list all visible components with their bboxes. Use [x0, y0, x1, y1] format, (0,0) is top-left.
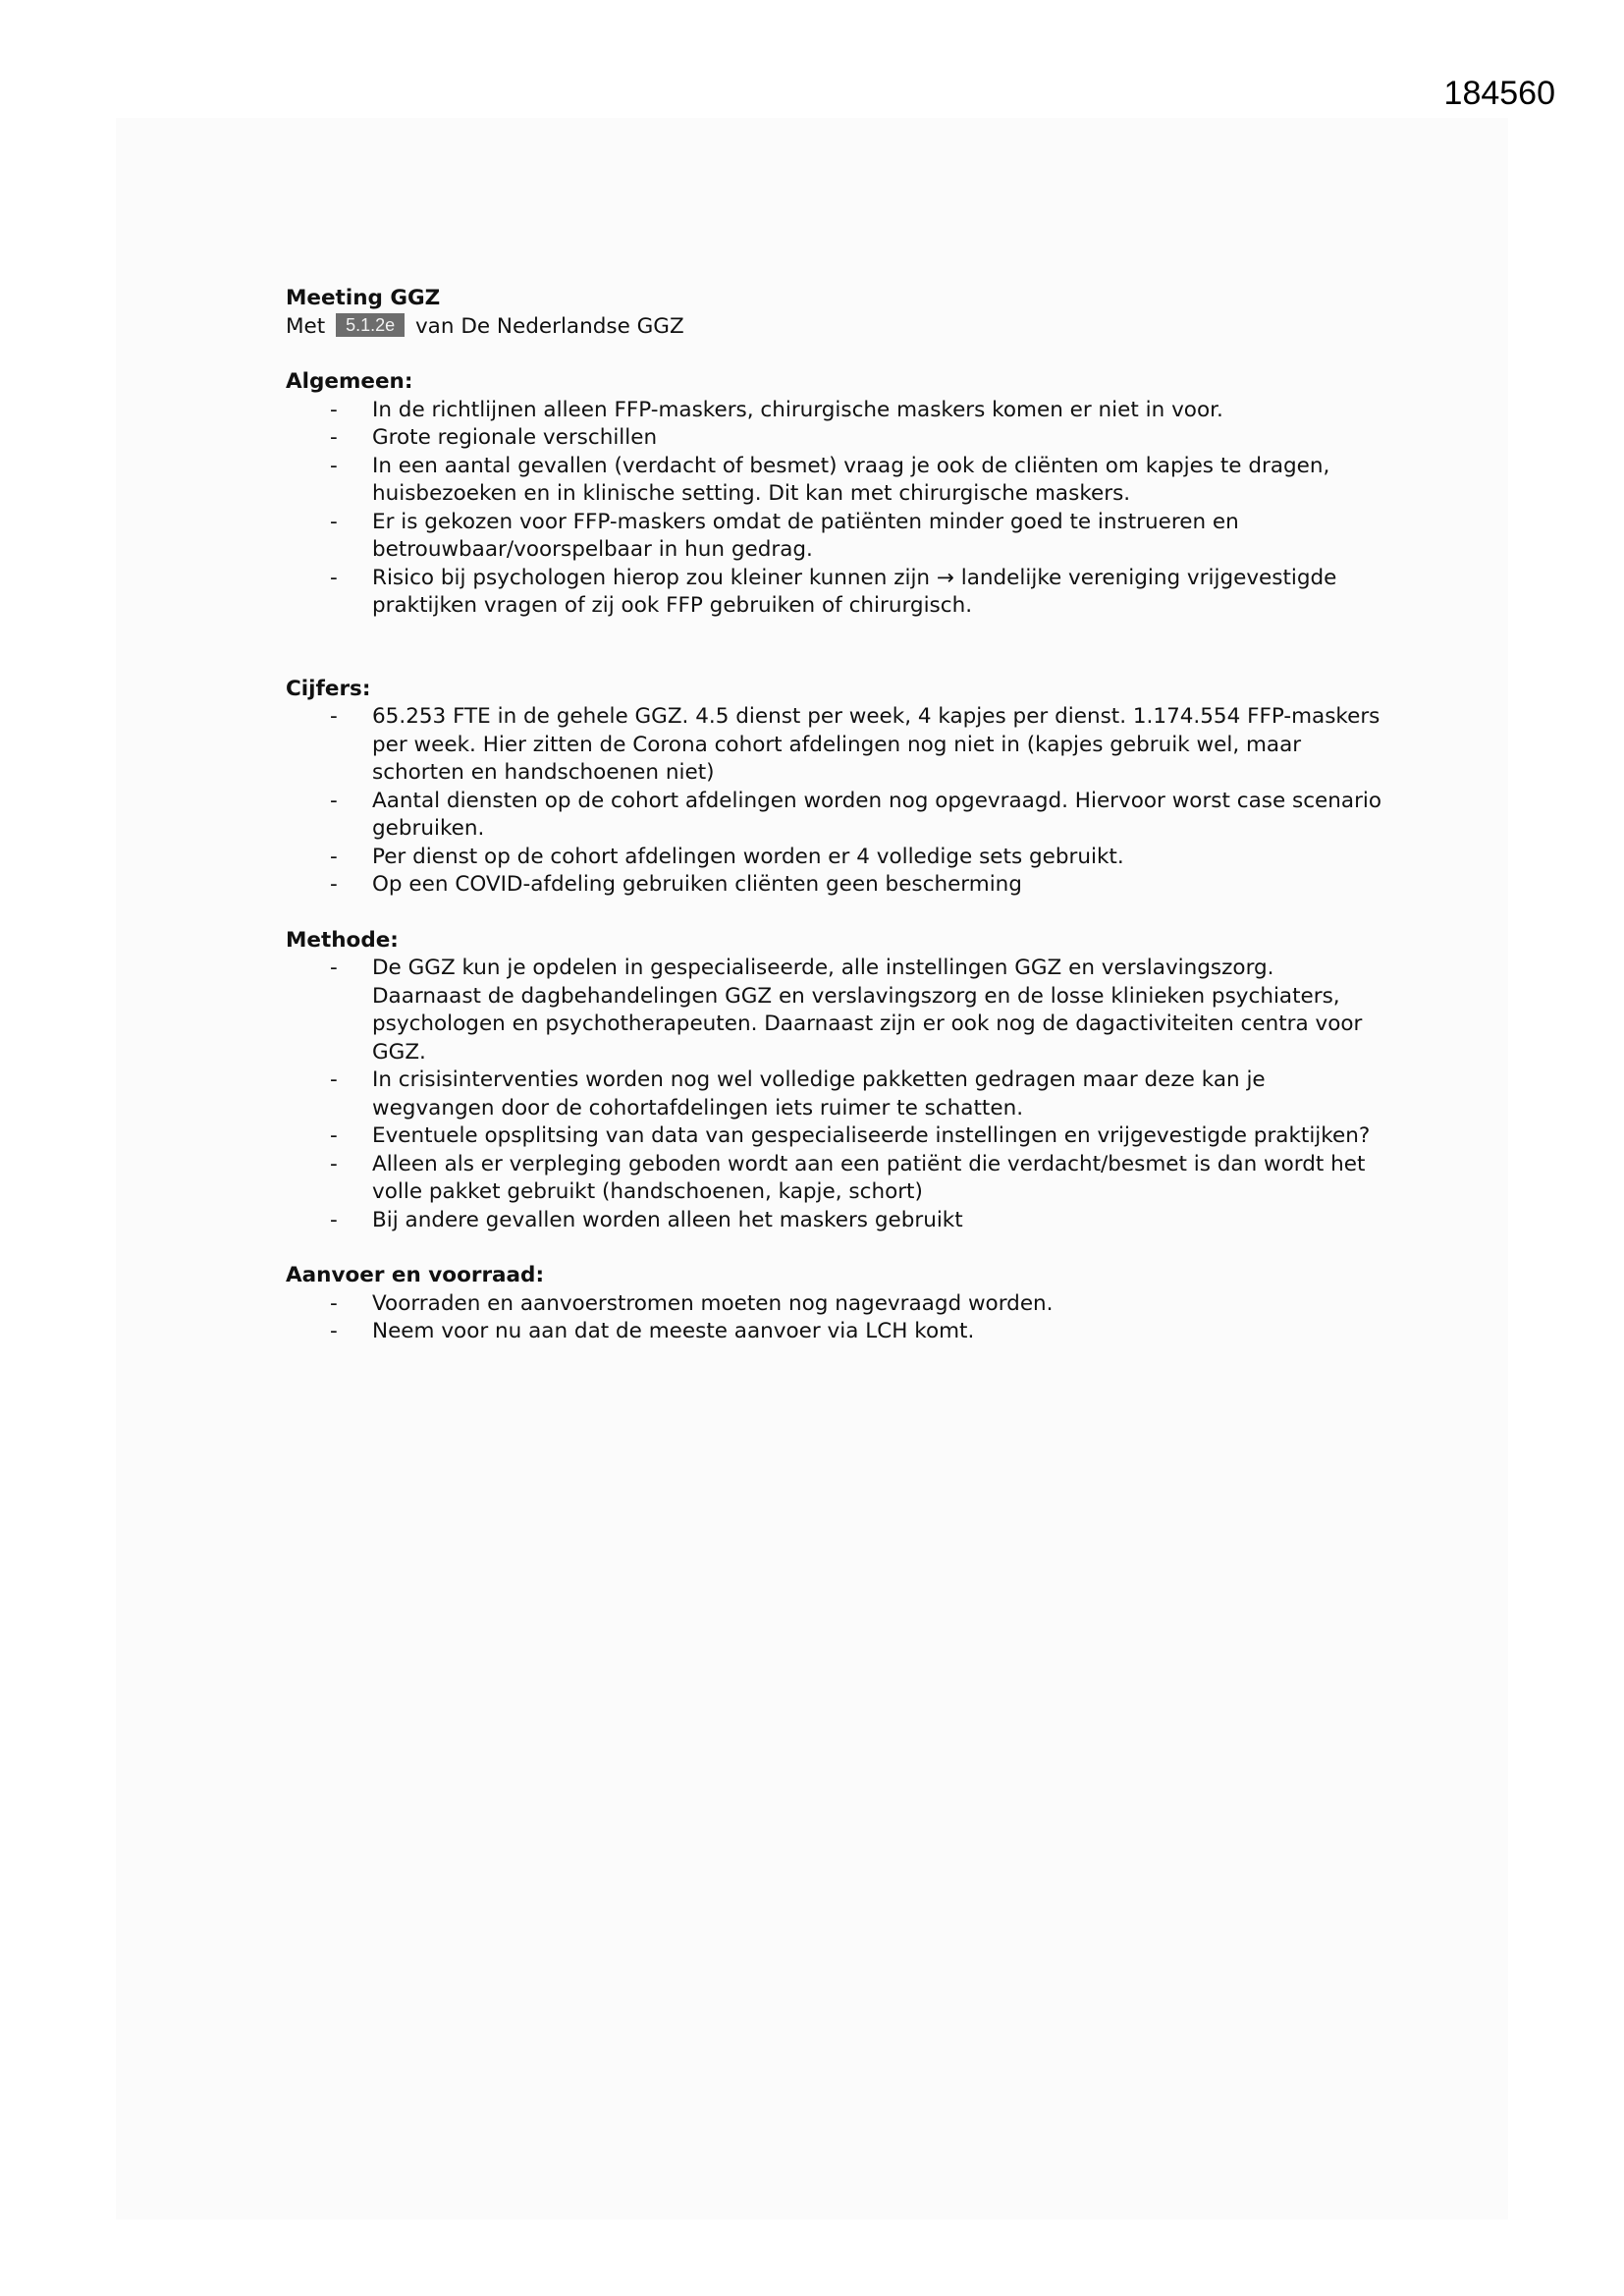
list-item: - Op een COVID-afdeling gebruiken cliënten geen bescherming	[286, 871, 1385, 900]
list-item: - In de richtlijnen alleen FFP-maskers, chirurgische maskers komen er niet in voor.	[286, 397, 1385, 425]
bullet-list	[286, 703, 1385, 900]
bullet-list	[286, 397, 1385, 621]
section-algemeen	[286, 368, 1385, 621]
section-heading: Aanvoer en voorraad:	[286, 1263, 545, 1287]
document-id: 184560	[1443, 75, 1555, 112]
attendee-prefix: Met	[286, 313, 326, 339]
bullet-list	[286, 955, 1385, 1234]
list-item: - Neem voor nu aan dat de meeste aanvoer via LCH komt.	[286, 1318, 1385, 1346]
bullet-list	[286, 1290, 1385, 1346]
list-item: - Per dienst op de cohort afdelingen worden er 4 volledige sets gebruikt.	[286, 844, 1385, 872]
document-content	[286, 285, 1385, 1346]
list-item: - De GGZ kun je opdelen in gespecialiseerde, alle instellingen GGZ en verslavingszorg. Daarnaast de dagbehandelingen GGZ en verslavingszorg en de losse klinieken psychiaters, psychologen en psychotherapeuten. Daarnaast zijn er ook nog de dagactiviteiten centra voor GGZ.	[286, 955, 1385, 1066]
list-item: - Eventuele opsplitsing van data van gespecialiseerde instellingen en vrijgevestigde praktijken?	[286, 1122, 1385, 1151]
page-title: Meeting GGZ	[286, 286, 441, 310]
list-item: - In crisisinterventies worden nog wel volledige pakketten gedragen maar deze kan je wegvangen door de cohortafdelingen iets ruimer te schatten.	[286, 1066, 1385, 1122]
list-item: - In een aantal gevallen (verdacht of besmet) vraag je ook de cliënten om kapjes te dragen, huisbezoeken en in klinische setting. Dit kan met chirurgische maskers.	[286, 453, 1385, 509]
list-item: - Bij andere gevallen worden alleen het maskers gebruikt	[286, 1207, 1385, 1235]
redaction-block: 5.1.2e	[336, 313, 405, 337]
list-item: - Aantal diensten op de cohort afdelingen worden nog opgevraagd. Hiervoor worst case scenario gebruiken.	[286, 788, 1385, 844]
section-cijfers	[286, 676, 1385, 900]
attendee-organization: van De Nederlandse GGZ	[414, 313, 684, 339]
section-heading: Algemeen:	[286, 369, 413, 394]
list-item: - Alleen als er verpleging geboden wordt aan een patiënt die verdacht/besmet is dan wordt het volle pakket gebruikt (handschoenen, kapje, schort)	[286, 1151, 1385, 1207]
list-item: - Risico bij psychologen hierop zou kleiner kunnen zijn → landelijke vereniging vrijgevestigde praktijken vragen of zij ook FFP gebruiken of chirurgisch.	[286, 565, 1385, 621]
section-heading: Cijfers:	[286, 676, 371, 701]
section-methode	[286, 927, 1385, 1235]
attendee-line	[286, 313, 1385, 342]
section-aanvoer	[286, 1262, 1385, 1346]
list-item: - Er is gekozen voor FFP-maskers omdat de patiënten minder goed te instrueren en betrouwbaar/voorspelbaar in hun gedrag.	[286, 509, 1385, 565]
list-item: - Grote regionale verschillen	[286, 424, 1385, 453]
list-item: - Voorraden en aanvoerstromen moeten nog nagevraagd worden.	[286, 1290, 1385, 1319]
list-item: - 65.253 FTE in de gehele GGZ. 4.5 dienst per week, 4 kapjes per dienst. 1.174.554 FFP-maskers per week. Hier zitten de Corona cohort afdelingen nog niet in (kapjes gebruik wel, maar schorten en handschoenen niet)	[286, 703, 1385, 788]
section-heading: Methode:	[286, 927, 399, 953]
